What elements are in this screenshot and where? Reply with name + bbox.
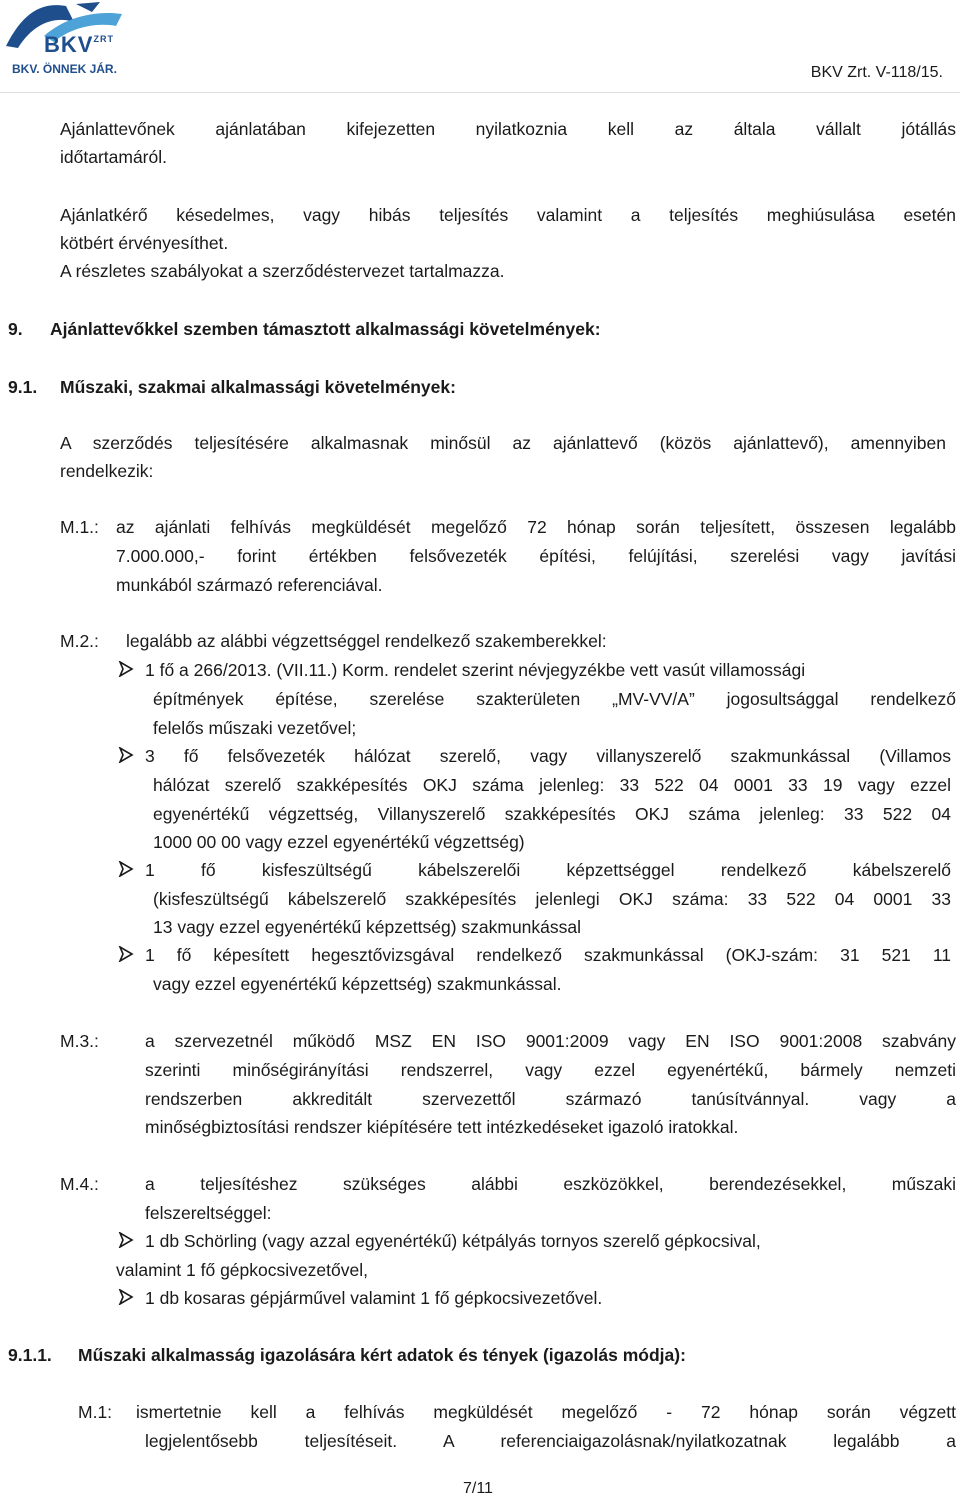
text-line: legalább az alábbi végzettséggel rendelkező szakemberekkel: bbox=[126, 631, 607, 651]
header-divider bbox=[0, 92, 960, 93]
text-line: az ajánlati felhívás megküldését megelőző 72 hónap során teljesített, összesen legalább bbox=[116, 517, 956, 537]
text-line: egyenértékű végzettség, Villanyszerelő szakképesítés OKJ száma jelenleg: 33 522 04 bbox=[153, 804, 951, 824]
text-line: 13 vagy ezzel egyenértékű képzettség) szakmunkással bbox=[153, 917, 582, 937]
section-heading: Ajánlattevőkkel szemben támasztott alkalmassági követelmények: bbox=[50, 319, 601, 339]
subsection-number: 9.1. bbox=[8, 377, 38, 397]
text-line: Ajánlattevőnek ajánlatában kifejezetten nyilatkoznia kell az általa vállalt jótállás bbox=[60, 119, 956, 139]
m2-label: M.2.: bbox=[60, 631, 99, 651]
text-line: hálózat szerelő szakképesítés OKJ száma jelenleg: 33 522 04 0001 33 19 vagy ezzel bbox=[153, 775, 951, 795]
text-line: felelős műszaki vezetővel; bbox=[153, 718, 357, 738]
logo-text: BKV bbox=[44, 32, 94, 57]
text-line: A szerződés teljesítésére alkalmasnak minősül az ajánlattevő (közös ajánlattevő), amennyiben bbox=[60, 433, 946, 453]
subsection-heading: Műszaki, szakmai alkalmassági követelmények: bbox=[60, 377, 456, 397]
text-line: 1000 00 00 vagy ezzel egyenértékű végzettség) bbox=[153, 832, 525, 852]
text-line: 1 db kosaras gépjárművel valamint 1 fő gépkocsivezetővel. bbox=[145, 1288, 603, 1308]
text-line: kötbért érvényesíthet. bbox=[60, 233, 229, 253]
text-line: a teljesítéshez szükséges alábbi eszközökkel, berendezésekkel, műszaki bbox=[145, 1174, 956, 1194]
text-line: rendelkezik: bbox=[60, 461, 154, 481]
text-line: munkából származó referenciával. bbox=[116, 575, 383, 595]
text-line: 1 fő a 266/2013. (VII.11.) Korm. rendelet szerint névjegyzékbe vett vasút villamossági bbox=[145, 660, 806, 680]
logo-sup: ZRT bbox=[93, 34, 114, 44]
document-id: BKV Zrt. V-118/15. bbox=[810, 64, 943, 81]
text-line: vagy ezzel egyenértékű képzettség) szakmunkással. bbox=[153, 974, 562, 994]
text-line: 3 fő felsővezeték hálózat szerelő, vagy villanyszerelő szakmunkással (Villamos bbox=[145, 746, 951, 766]
text-line: 1 fő kisfeszültségű kábelszerelői képzettséggel rendelkező kábelszerelő bbox=[145, 860, 951, 880]
text-line: rendszerben akkreditált szervezettől származó tanúsítvánnyal. vagy a bbox=[145, 1089, 956, 1109]
text-line: felszereltséggel: bbox=[145, 1203, 272, 1223]
m4-label: M.4.: bbox=[60, 1174, 99, 1194]
text-line: 1 db Schörling (vagy azzal egyenértékű) kétpályás tornyos szerelő gépkocsival, bbox=[145, 1231, 761, 1251]
text-line: Ajánlatkérő késedelmes, vagy hibás teljesítés valamint a teljesítés meghiúsulása esetén bbox=[60, 205, 956, 225]
text-line: 1 fő képesített hegesztővizsgával rendelkező szakmunkással (OKJ-szám: 31 521 11 bbox=[145, 945, 951, 965]
section-number: 9. bbox=[8, 319, 23, 339]
text-line: a szervezetnél működő MSZ EN ISO 9001:2009 vagy EN ISO 9001:2008 szabvány bbox=[145, 1031, 956, 1051]
subsubsection-number: 9.1.1. bbox=[8, 1345, 52, 1365]
text-line: szerinti minőségirányítási rendszerrel, vagy ezzel egyenértékű, bármely nemzeti bbox=[145, 1060, 956, 1080]
bullet-arrow-icon bbox=[118, 661, 134, 682]
text-line: (kisfeszültségű kábelszerelő szakképesítés jelenlegi OKJ száma: 33 522 04 0001 33 bbox=[153, 889, 951, 909]
text-line: minőségbiztosítási rendszer kiépítésére tett intézkedéseket igazoló iratokkal. bbox=[145, 1117, 739, 1137]
text-line: A részletes szabályokat a szerződéstervezet tartalmazza. bbox=[60, 261, 505, 281]
text-line: valamint 1 fő gépkocsivezetővel, bbox=[116, 1260, 368, 1280]
m1-label: M.1.: bbox=[60, 517, 99, 537]
logo-slogan: BKV. ÖNNEK JÁR. bbox=[12, 62, 117, 76]
bkv-logo bbox=[4, 0, 164, 84]
text-line: időtartamáról. bbox=[60, 147, 167, 167]
subsubsection-heading: Műszaki alkalmasság igazolására kért adatok és tények (igazolás módja): bbox=[78, 1345, 686, 1365]
ig1-label: M.1: bbox=[78, 1402, 113, 1422]
text-line: ismertetnie kell a felhívás megküldését megelőző - 72 hónap során végzett bbox=[136, 1402, 956, 1422]
text-line: 7.000.000,- forint értékben felsővezeték építési, felújítási, szerelési vagy javítási bbox=[116, 546, 956, 566]
bullet-arrow-icon bbox=[118, 946, 134, 967]
bullet-arrow-icon bbox=[118, 1232, 134, 1253]
page-number: 7/11 bbox=[463, 1480, 493, 1497]
m3-label: M.3.: bbox=[60, 1031, 99, 1051]
bullet-arrow-icon bbox=[118, 861, 134, 882]
text-line: építmények építése, szerelése szakterületen „MV-VV/A” jogosultsággal rendelkező bbox=[153, 689, 956, 709]
bullet-arrow-icon bbox=[118, 747, 134, 768]
bullet-arrow-icon bbox=[118, 1289, 134, 1310]
text-line: legjelentősebb teljesítéseit. A referenciaigazolásnak/nyilatkozatnak legalább a bbox=[145, 1431, 956, 1451]
